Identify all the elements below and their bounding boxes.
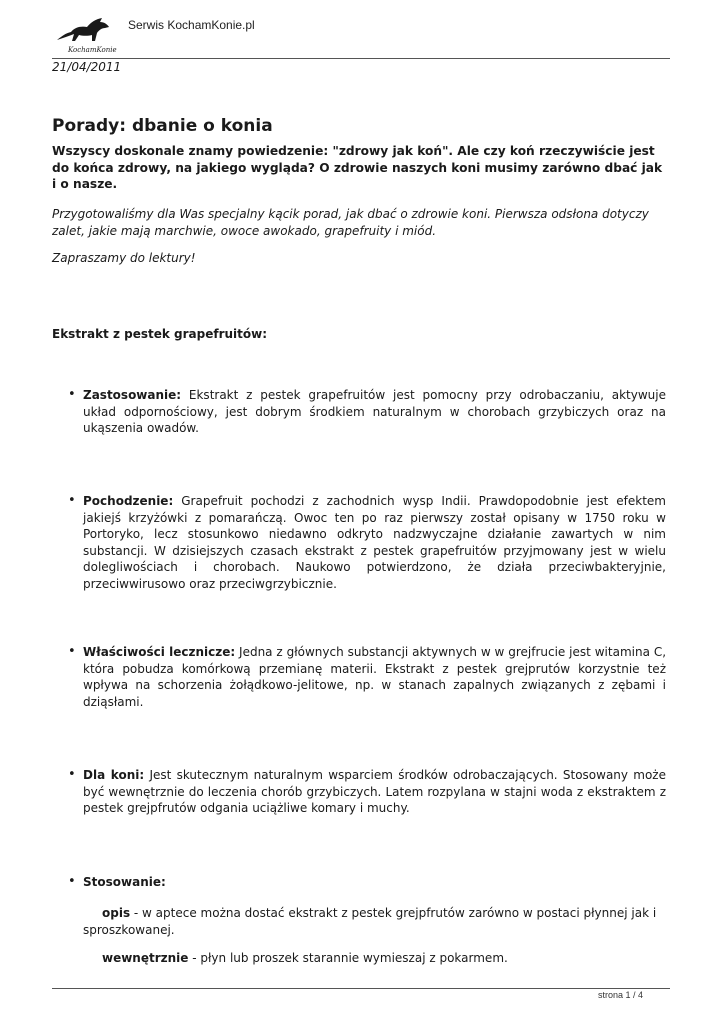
item-label: Zastosowanie: bbox=[83, 388, 182, 402]
article-lead: Przygotowaliśmy dla Was specjalny kącik porad, jak dbać o zdrowie koni. Pierwsza odsłona dotyczy zalet, jakie mają marchwie, owoce awokado, grapefruity i miód. bbox=[52, 207, 649, 238]
page-number: strona 1 / 4 bbox=[597, 990, 643, 1000]
publication-date: 21/04/2011 bbox=[52, 60, 122, 74]
article-title: Porady: dbanie o konia bbox=[52, 116, 273, 136]
usage-text: - w aptece można dostać ekstrakt z pestek grejpfrutów zarówno w postaci płynnej jak i sproszkowanej. bbox=[83, 906, 657, 937]
usage-text: - płyn lub proszek starannie wymieszaj z pokarmem. bbox=[188, 951, 508, 965]
item-text: Grapefruit pochodzi z zachodnich wysp Indii. Prawdopodobnie jest efektem jakiejś krzyżówki z pomarańczą. Owoc ten po raz pierwszy został opisany w 1750 roku w Portoryko, lecz stosunkowo niedawno odkryto nadzwyczajne działanie zawartych w nim substancji. W dzisiejszych czasach ekstrakt z pestek grapefruitów przyjmowany jest w wielu dolegliwościach i chorobach. Naukowo potwierdzono, że działa przeciwbakteryjnie, przeciwwirusowo oraz przeciwgrzybicznie. bbox=[83, 494, 666, 591]
article-intro: Wszyscy doskonale znamy powiedzenie: "zdrowy jak koń". Ale czy koń rzeczywiście jest do końca zdrowy, na jakiego wygląda? O zdrowie naszych koni musimy zarówno dbać jak i o nasze. bbox=[52, 144, 663, 191]
section-heading: Ekstrakt z pestek grapefruitów: bbox=[52, 327, 268, 341]
item-label: Dla koni: bbox=[83, 768, 145, 782]
page-header bbox=[52, 10, 670, 59]
item-text: Jedna z głównych substancji aktywnych w w grejfrucie jest witamina C, która pobudza komórkową przemianę materii. Ekstrakt z pestek grejprutów korzystnie też wpływa na schorzenia żołądkowo-jelitowe, np. w stanach zapalnych związanych z zębami i dziąsłami. bbox=[83, 645, 667, 709]
item-label: Właściwości lecznicze: bbox=[83, 645, 236, 659]
list-item-usage bbox=[83, 874, 666, 891]
item-label: Pochodzenie: bbox=[83, 494, 174, 508]
list-item-medicinal-properties bbox=[83, 644, 666, 710]
list-item-origin bbox=[83, 493, 666, 592]
item-text: Jest skutecznym naturalnym wsparciem środków odrobaczających. Stosowany może być wewnętrznie do leczenia chorób grzybiczych. Latem rozpylana w stajni woda z ekstraktem z pestek grejpfrutów odgania uciążliwe komary i muchy. bbox=[83, 768, 666, 815]
footer-divider bbox=[52, 988, 670, 989]
item-text: Ekstrakt z pestek grapefruitów jest pomocny przy odrobaczaniu, aktywuje układ odpornościowy, jest dobrym środkiem naturalnym w chorobach grzybiczych oraz na ukąszenia owadów. bbox=[83, 388, 666, 435]
site-name[interactable]: Serwis KochamKonie.pl bbox=[128, 18, 255, 32]
usage-term: opis bbox=[102, 906, 131, 920]
list-item-for-horses bbox=[83, 767, 666, 817]
usage-description bbox=[83, 905, 666, 938]
reading-invitation: Zapraszamy do lektury! bbox=[52, 251, 196, 265]
logo-text: KochamKonie bbox=[68, 46, 117, 54]
usage-internal bbox=[83, 950, 666, 967]
horse-logo-icon bbox=[52, 16, 124, 58]
item-label: Stosowanie: bbox=[83, 875, 166, 889]
usage-term: wewnętrznie bbox=[102, 951, 189, 965]
list-item-application bbox=[83, 387, 666, 437]
